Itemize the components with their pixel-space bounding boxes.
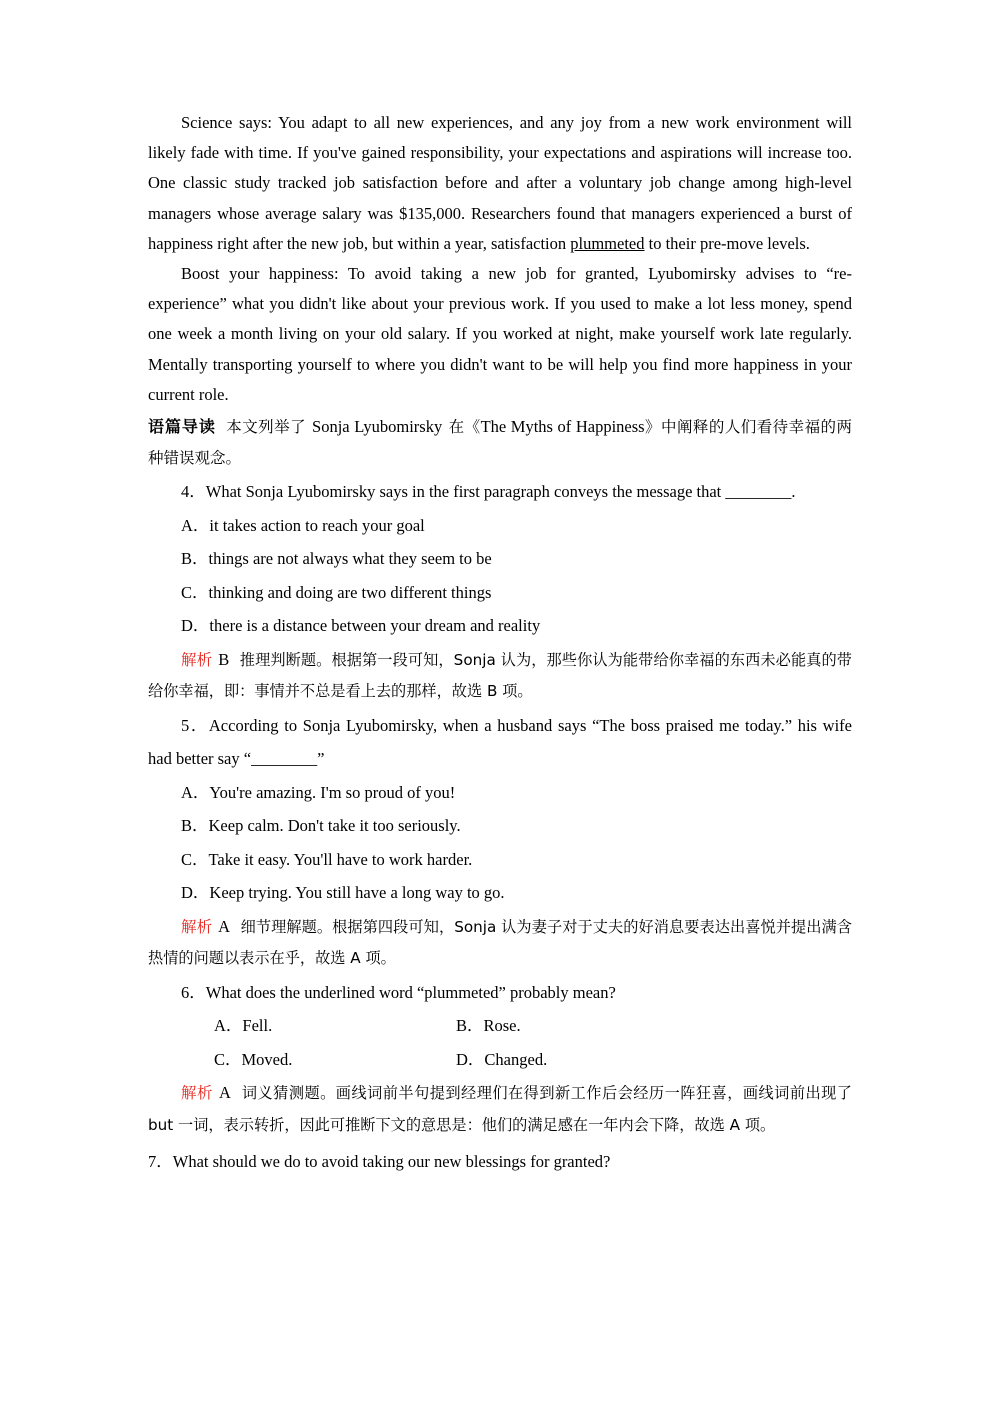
question-6-text: ．What does the underlined word “plummeted” probably mean? (189, 982, 616, 1002)
reading-guide-text-3: 》中阐释的人们看待幸福的两种错误观念。 (148, 418, 852, 468)
question-6-option-b[interactable]: B．Rose. (456, 1016, 521, 1036)
reading-guide-text-2: 在《 (448, 418, 481, 437)
question-4-stem (148, 475, 852, 509)
question-6-explanation-label: 解析 (181, 1084, 213, 1103)
question-5-stem (148, 709, 852, 776)
question-4-number: 4 (181, 482, 190, 502)
question-7-stem (148, 1145, 852, 1179)
reading-guide-text-1: 本文列举了 (225, 418, 307, 437)
paragraph-science-says-text: Science says: You adapt to all new experiences, and any joy from a new work environment will likely fade with time. If you've gained responsibility, your expectations and aspirations will increase too. One classic study tracked job satisfaction before and after a voluntary job change among high-level managers whose average salary was $135,000. Researchers found that managers experienced a burst of happiness right after the new job, but within a year, satisfaction (148, 113, 852, 253)
question-5-option-b[interactable]: B．Keep calm. Don't take it too seriously. (181, 816, 461, 836)
question-5-explanation-label: 解析 (181, 917, 213, 936)
reading-guide-author: Sonja Lyubomirsky (312, 417, 443, 437)
question-5-option-c[interactable]: C．Take it easy. You'll have to work harder. (181, 849, 473, 869)
question-6-stem (148, 976, 852, 1010)
question-4-option-a[interactable]: A．it takes action to reach your goal (181, 515, 425, 535)
question-5-option-a[interactable]: A．You're amazing. I'm so proud of you! (181, 782, 456, 802)
question-4-option-d[interactable]: D．there is a distance between your dream and reality (181, 616, 541, 636)
question-6-option-row-1 (148, 1009, 852, 1043)
question-7-text: ．What should we do to avoid taking our new blessings for granted? (156, 1152, 611, 1172)
question-5-explanation (148, 911, 852, 975)
question-6-option-a[interactable]: A．Fell. (214, 1016, 273, 1036)
question-4-option-c[interactable]: C．thinking and doing are two different things (181, 582, 492, 602)
question-6-answer: A (218, 1083, 232, 1103)
paragraph-science-says (148, 108, 852, 259)
question-6-option-row-2 (148, 1043, 852, 1077)
question-5-number: 5 (181, 715, 190, 735)
reading-guide-label: 语篇导读 (148, 417, 216, 437)
page-content (148, 108, 852, 1179)
question-4-explanation-label: 解析 (181, 650, 213, 669)
question-6-option-c[interactable]: C．Moved. (214, 1049, 293, 1069)
question-6-option-d[interactable]: D．Changed. (456, 1049, 548, 1069)
question-4-text: ．What Sonja Lyubomirsky says in the first paragraph conveys the message that ________. (189, 482, 796, 502)
question-5-text: ．According to Sonja Lyubomirsky, when a husband says “The boss praised me today.” his wife had better say “________” (148, 715, 852, 769)
question-5-answer: A (218, 916, 231, 936)
question-4-explanation-text: 推理判断题。根据第一段可知，Sonja 认为，那些你认为能带给你幸福的东西未必能真的带给你幸福，即：事情并不总是看上去的那样，故选 B 项。 (148, 650, 852, 701)
question-7-number: 7 (148, 1152, 157, 1172)
question-5-option-d[interactable]: D．Keep trying. You still have a long way to go. (181, 883, 505, 903)
underlined-word-plummeted: plummeted (570, 233, 645, 253)
question-6-explanation-text: 词义猜测题。画线词前半句提到经理们在得到新工作后会经历一阵狂喜，画线词前出现了 but 一词，表示转折，因此可推断下文的意思是：他们的满足感在一年内会下降，故选 A 项。 (148, 1084, 852, 1134)
question-6-explanation (148, 1077, 852, 1141)
reading-guide (148, 412, 852, 474)
paragraph-boost-your-happiness: Boost your happiness: To avoid taking a new job for granted, Lyubomirsky advises to “re-experience” what you didn't like about your previous work. If you used to make a lot less money, spend one week a month living on your old salary. If you worked at night, make yourself work late regularly. Mentally transporting yourself to where you didn't want to be will help you find more happiness in your current role. (148, 264, 852, 404)
question-4-option-b[interactable]: B．things are not always what they seem to be (181, 549, 492, 569)
reading-guide-book-title: The Myths of Happiness (480, 417, 645, 437)
question-5-explanation-text: 细节理解题。根据第四段可知，Sonja 认为妻子对于丈夫的好消息要表达出喜悦并提出满含热情的问题以表示在乎，故选 A 项。 (148, 917, 852, 968)
paragraph-science-says-tail: to their pre-move levels. (644, 233, 810, 253)
question-6-number: 6 (181, 982, 190, 1002)
question-4-explanation (148, 644, 852, 708)
question-4-answer: B (218, 649, 230, 669)
